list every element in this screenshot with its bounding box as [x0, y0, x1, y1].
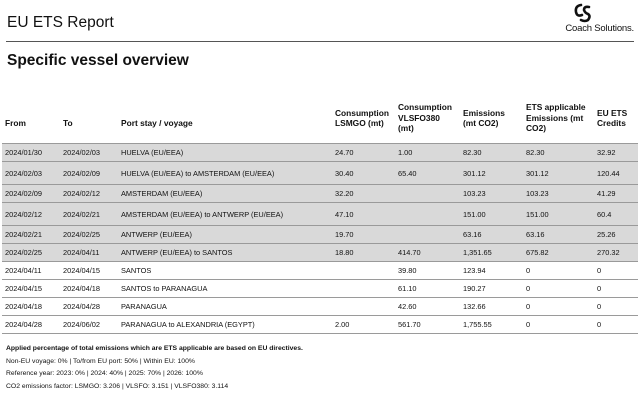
cell-lsmgo: 47.10	[332, 203, 395, 226]
table-row	[2, 280, 638, 298]
cell-ets: 82.30	[523, 144, 594, 162]
cell-to: 2024/04/18	[60, 280, 118, 298]
header-divider	[6, 41, 634, 42]
cell-ets: 0	[523, 298, 594, 316]
cell-ets: 0	[523, 262, 594, 280]
footnotes	[6, 343, 303, 394]
cell-credits: 60.4	[594, 203, 638, 226]
column-header-from: From	[5, 117, 26, 128]
column-header-lsmgo: Consumption LSMGO (mt)	[335, 107, 389, 128]
section-title: Specific vessel overview	[7, 52, 189, 69]
column-header-port: Port stay / voyage	[121, 117, 193, 128]
cell-emissions: 103.23	[460, 185, 523, 203]
cell-port: PARANAGUA	[118, 298, 332, 316]
cell-vlsfo380	[395, 203, 460, 226]
cell-lsmgo: 24.70	[332, 144, 395, 162]
cell-emissions: 82.30	[460, 144, 523, 162]
cell-credits: 0	[594, 316, 638, 334]
cell-emissions: 63.16	[460, 226, 523, 244]
cell-credits: 32.92	[594, 144, 638, 162]
cell-lsmgo: 2.00	[332, 316, 395, 334]
cell-lsmgo: 19.70	[332, 226, 395, 244]
table-row	[2, 298, 638, 316]
cell-to: 2024/04/28	[60, 298, 118, 316]
report-title: EU ETS Report	[7, 14, 114, 31]
table-row	[2, 203, 638, 226]
cell-emissions: 1,351.65	[460, 244, 523, 262]
cell-credits: 0	[594, 280, 638, 298]
cell-lsmgo: 30.40	[332, 162, 395, 185]
cell-port: PARANAGUA to ALEXANDRIA (EGYPT)	[118, 316, 332, 334]
cell-port: AMSTERDAM (EU/EEA)	[118, 185, 332, 203]
cell-emissions: 151.00	[460, 203, 523, 226]
cell-to: 2024/02/25	[60, 226, 118, 244]
notes-emission-factors: CO2 emissions factor: LSMGO: 3.206 | VLSFO: 3.151 | VLSFO380: 3.114	[6, 383, 229, 391]
cell-credits: 0	[594, 262, 638, 280]
cell-to: 2024/02/09	[60, 162, 118, 185]
cell-from: 2024/02/09	[2, 185, 60, 203]
cell-from: 2024/02/21	[2, 226, 60, 244]
notes-heading: Applied percentage of total emissions which are ETS applicable are based on EU directives.	[6, 345, 303, 352]
cell-emissions: 123.94	[460, 262, 523, 280]
vessel-overview-table	[2, 93, 638, 334]
cell-ets: 301.12	[523, 162, 594, 185]
cell-ets: 675.82	[523, 244, 594, 262]
cell-vlsfo380: 39.80	[395, 262, 460, 280]
cell-emissions: 301.12	[460, 162, 523, 185]
column-header-ets-emissions: ETS applicable Emissions (mt CO2)	[526, 102, 586, 134]
company-logo	[548, 2, 636, 36]
cell-emissions: 1,755.55	[460, 316, 523, 334]
notes-reference-year: Reference year: 2023: 0% | 2024: 40% | 2025: 70% | 2026: 100%	[6, 370, 203, 378]
table-row	[2, 185, 638, 203]
cell-ets: 0	[523, 280, 594, 298]
notes-voyage-percentages: Non-EU voyage: 0% | To/from EU port: 50% | Within EU: 100%	[6, 357, 195, 365]
cell-credits: 270.32	[594, 244, 638, 262]
column-header-emissions: Emissions (mt CO2)	[463, 107, 505, 128]
cell-port: SANTOS to PARANAGUA	[118, 280, 332, 298]
logo-text: Coach Solutions.	[565, 23, 634, 34]
cell-to: 2024/04/15	[60, 262, 118, 280]
cell-from: 2024/04/28	[2, 316, 60, 334]
cell-vlsfo380: 42.60	[395, 298, 460, 316]
cell-ets: 103.23	[523, 185, 594, 203]
cell-to: 2024/02/21	[60, 203, 118, 226]
cell-to: 2024/02/03	[60, 144, 118, 162]
table-row	[2, 144, 638, 162]
coach-solutions-logo-icon	[572, 2, 594, 24]
cell-vlsfo380: 1.00	[395, 144, 460, 162]
cell-from: 2024/02/03	[2, 162, 60, 185]
cell-emissions: 132.66	[460, 298, 523, 316]
cell-to: 2024/04/11	[60, 244, 118, 262]
table-row	[2, 244, 638, 262]
cell-credits: 120.44	[594, 162, 638, 185]
cell-port: SANTOS	[118, 262, 332, 280]
cell-credits: 0	[594, 298, 638, 316]
cell-port: AMSTERDAM (EU/EEA) to ANTWERP (EU/EEA)	[118, 203, 332, 226]
cell-ets: 151.00	[523, 203, 594, 226]
cell-from: 2024/02/12	[2, 203, 60, 226]
cell-credits: 25.26	[594, 226, 638, 244]
cell-from: 2024/04/18	[2, 298, 60, 316]
cell-lsmgo	[332, 298, 395, 316]
cell-to: 2024/06/02	[60, 316, 118, 334]
table-row	[2, 316, 638, 334]
report-header	[0, 0, 640, 42]
cell-vlsfo380: 414.70	[395, 244, 460, 262]
cell-lsmgo: 18.80	[332, 244, 395, 262]
column-header-ets-credits: EU ETS Credits	[597, 107, 628, 128]
cell-from: 2024/01/30	[2, 144, 60, 162]
cell-ets: 63.16	[523, 226, 594, 244]
cell-to: 2024/02/12	[60, 185, 118, 203]
column-header-vlsfo380: Consumption VLSFO380 (mt)	[398, 102, 452, 134]
cell-from: 2024/02/25	[2, 244, 60, 262]
column-header-to: To	[63, 117, 73, 128]
cell-ets: 0	[523, 316, 594, 334]
cell-lsmgo	[332, 262, 395, 280]
cell-port: HUELVA (EU/EEA) to AMSTERDAM (EU/EEA)	[118, 162, 332, 185]
cell-lsmgo: 32.20	[332, 185, 395, 203]
cell-lsmgo	[332, 280, 395, 298]
cell-emissions: 190.27	[460, 280, 523, 298]
cell-vlsfo380: 61.10	[395, 280, 460, 298]
cell-from: 2024/04/15	[2, 280, 60, 298]
cell-vlsfo380: 561.70	[395, 316, 460, 334]
cell-port: HUELVA (EU/EEA)	[118, 144, 332, 162]
cell-port: ANTWERP (EU/EEA)	[118, 226, 332, 244]
cell-vlsfo380	[395, 185, 460, 203]
table-row	[2, 162, 638, 185]
cell-port: ANTWERP (EU/EEA) to SANTOS	[118, 244, 332, 262]
cell-credits: 41.29	[594, 185, 638, 203]
cell-vlsfo380	[395, 226, 460, 244]
cell-vlsfo380: 65.40	[395, 162, 460, 185]
table-row	[2, 226, 638, 244]
table-header-row	[2, 93, 638, 144]
table-row	[2, 262, 638, 280]
cell-from: 2024/04/11	[2, 262, 60, 280]
